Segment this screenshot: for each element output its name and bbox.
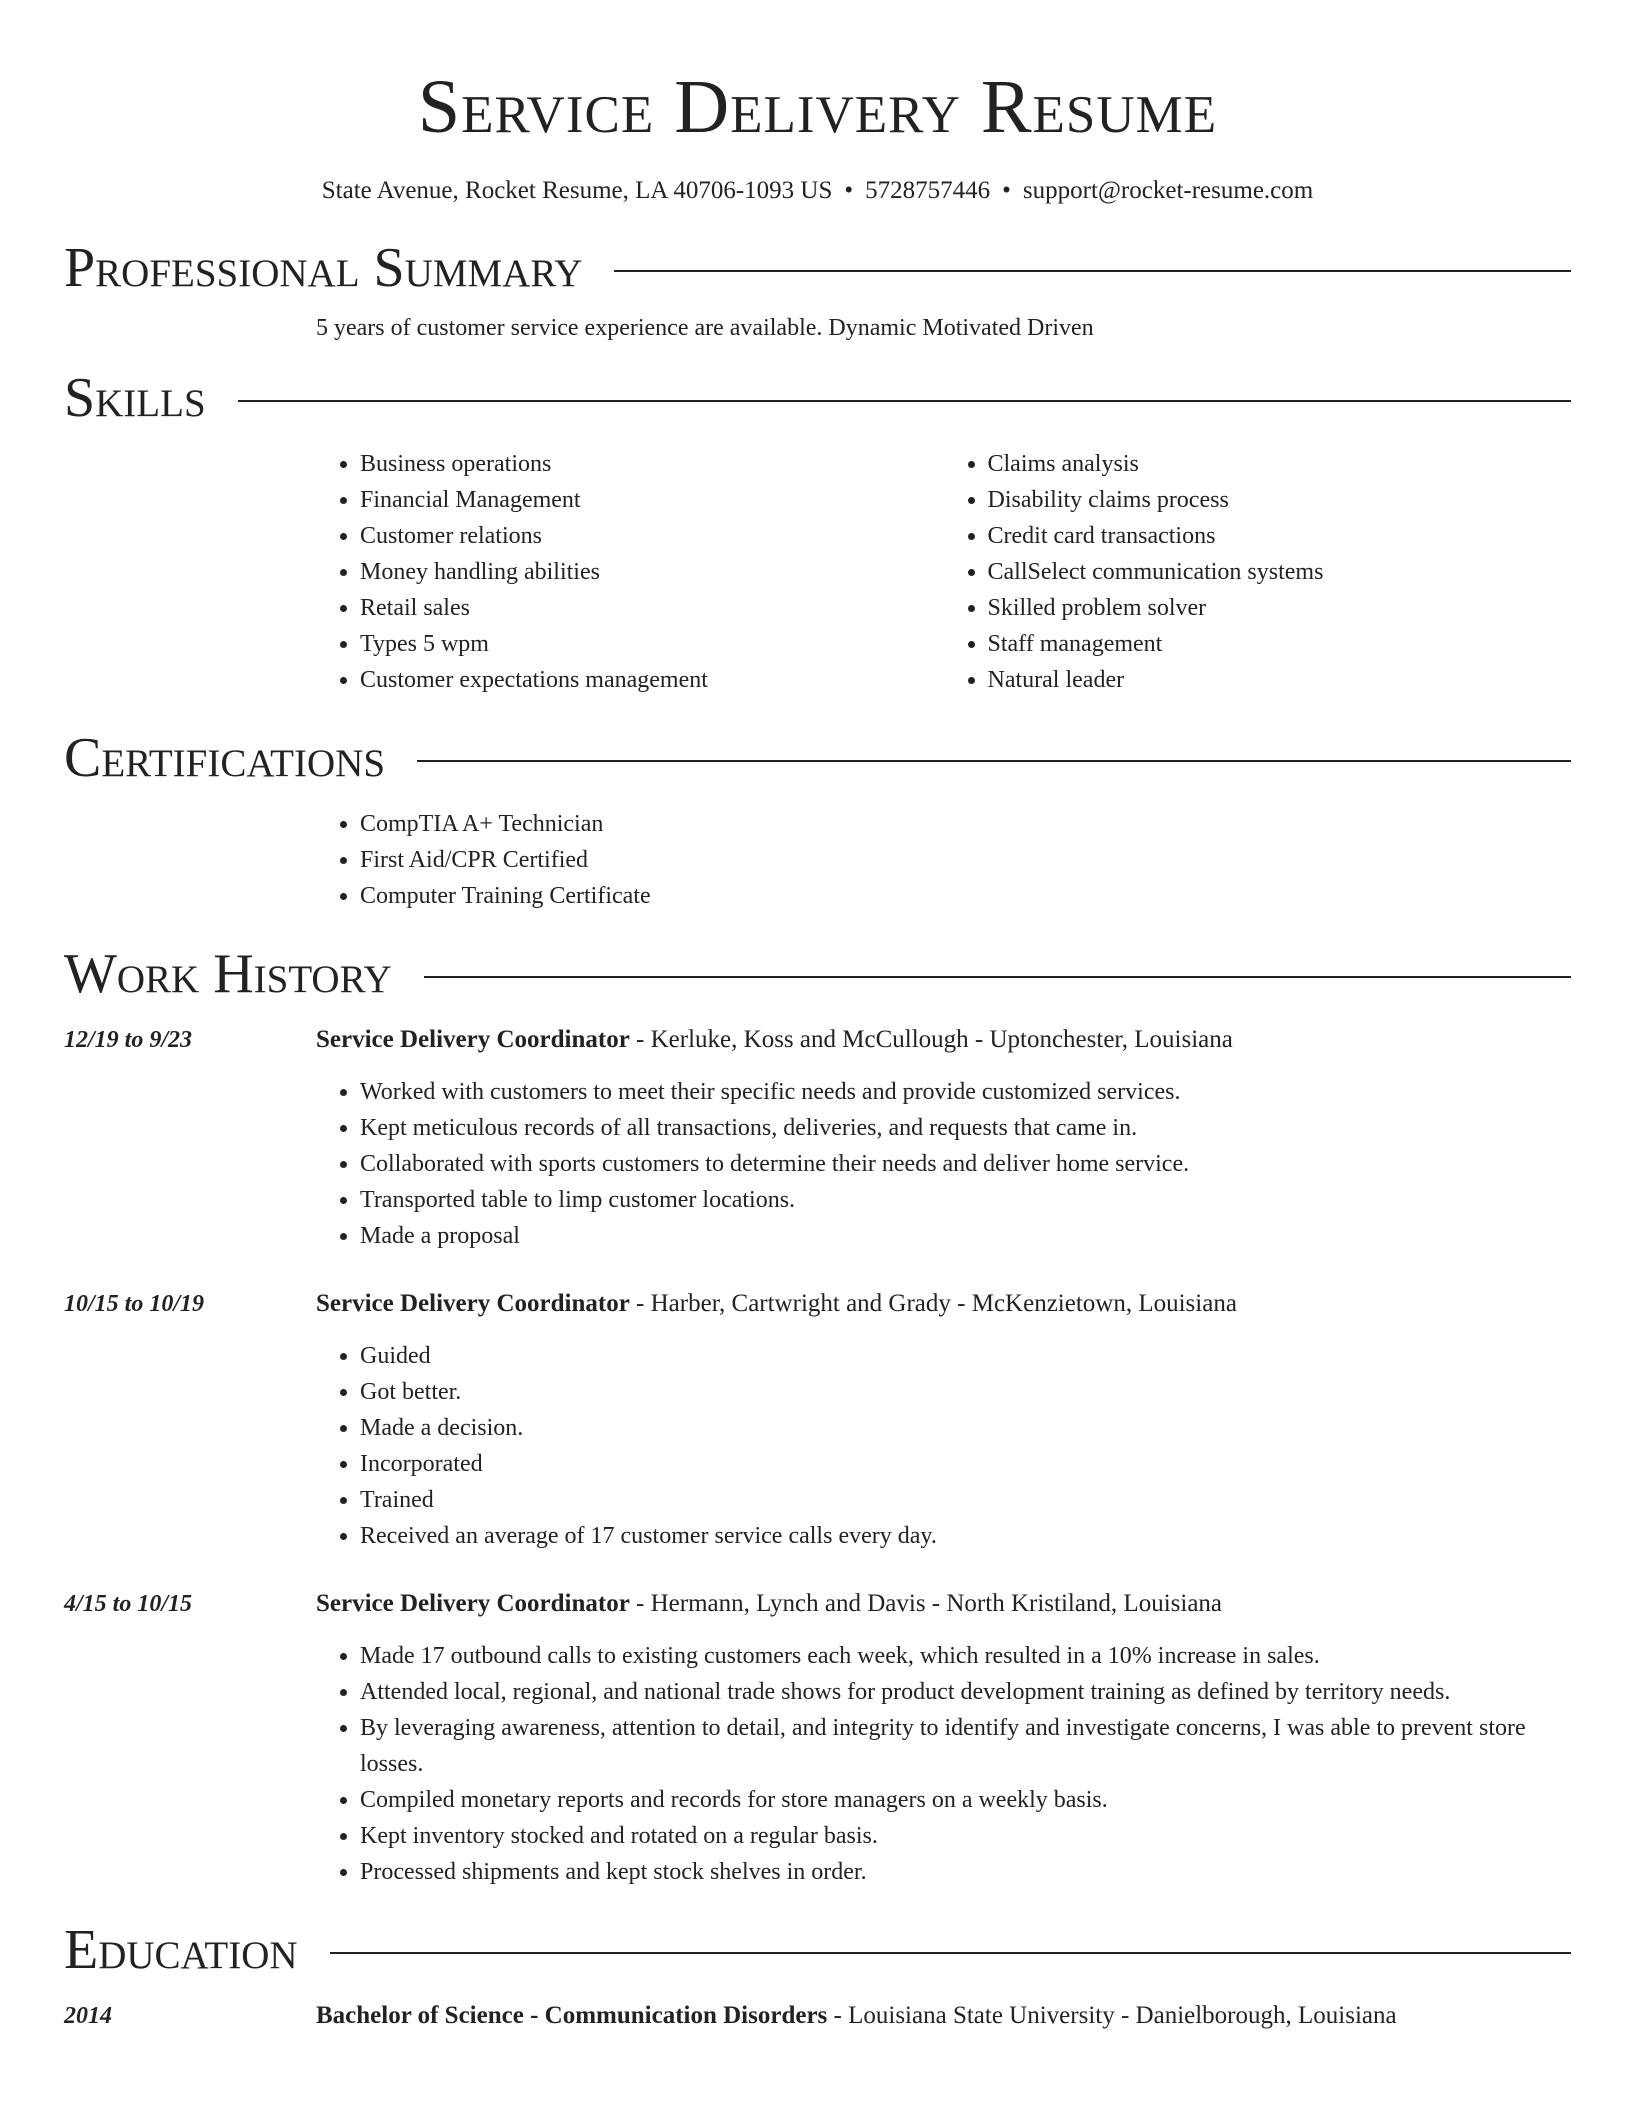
job-bullets xyxy=(316,1638,1571,1890)
list-item: • Staff management xyxy=(988,626,1572,662)
list-item: • Customer expectations management xyxy=(360,662,944,698)
job-bullets xyxy=(316,1074,1571,1254)
job-date: 4/15 to 10/15 xyxy=(64,1591,193,1617)
list-item: • Computer Training Certificate xyxy=(360,878,1571,914)
list-item: • Types 5 wpm xyxy=(360,626,944,662)
section-header-skills xyxy=(64,366,1571,430)
skills-list-right xyxy=(944,446,1572,698)
job-entry xyxy=(64,1286,1571,1554)
list-item: • Made a decision. xyxy=(360,1410,1571,1446)
list-item: • Retail sales xyxy=(360,590,944,626)
job-body xyxy=(316,1022,1571,1254)
job-body xyxy=(316,1586,1571,1890)
job-bullets xyxy=(316,1338,1571,1554)
contact-email[interactable]: support@rocket-resume.com xyxy=(1022,177,1314,204)
contact-separator: • xyxy=(1002,177,1011,204)
list-item: • Got better. xyxy=(360,1374,1571,1410)
list-item: • Incorporated xyxy=(360,1446,1571,1482)
list-item: • CallSelect communication systems xyxy=(988,554,1572,590)
job-heading xyxy=(316,1586,1571,1622)
job-body xyxy=(316,1286,1571,1554)
list-item: • CompTIA A+ Technician xyxy=(360,806,1571,842)
job-title: Service Delivery Coordinator xyxy=(316,1026,630,1053)
section-divider xyxy=(424,976,1571,978)
section-header-summary xyxy=(64,236,1571,300)
job-title: Service Delivery Coordinator xyxy=(316,1590,630,1617)
list-item: • Claims analysis xyxy=(988,446,1572,482)
education-degree: Bachelor of Science - Communication Disorders xyxy=(316,2002,828,2029)
list-item: • Worked with customers to meet their specific needs and provide customized services. xyxy=(360,1074,1571,1110)
list-item: • Business operations xyxy=(360,446,944,482)
job-details: - Hermann, Lynch and Davis - North Kristiland, Louisiana xyxy=(629,1590,1223,1617)
list-item: • First Aid/CPR Certified xyxy=(360,842,1571,878)
list-item: • Skilled problem solver xyxy=(988,590,1572,626)
list-item: • Compiled monetary reports and records for store managers on a weekly basis. xyxy=(360,1782,1571,1818)
list-item: • Attended local, regional, and national trade shows for product development training as defined by territory needs. xyxy=(360,1674,1571,1710)
job-date: 12/19 to 9/23 xyxy=(64,1027,193,1053)
list-item: • Received an average of 17 customer service calls every day. xyxy=(360,1518,1571,1554)
certifications-list xyxy=(316,806,1571,914)
section-header-education xyxy=(64,1918,1571,1982)
section-header-work-history xyxy=(64,942,1571,1006)
job-heading xyxy=(316,1286,1571,1322)
education-body xyxy=(316,1998,1571,2034)
education-details: - Louisiana State University - Danielborough, Louisiana xyxy=(827,2002,1397,2029)
contact-separator: • xyxy=(844,177,854,204)
job-date: 10/15 to 10/19 xyxy=(64,1291,205,1317)
contact-address: State Avenue, Rocket Resume, LA 40706-1093 US xyxy=(321,177,833,204)
list-item: • Guided xyxy=(360,1338,1571,1374)
education-date: 2014 xyxy=(64,2003,112,2029)
section-title: Skills xyxy=(64,367,206,429)
section-header-certifications xyxy=(64,726,1571,790)
list-item: • Kept meticulous records of all transactions, deliveries, and requests that came in. xyxy=(360,1110,1571,1146)
section-divider xyxy=(417,760,1571,762)
list-item: • Made 17 outbound calls to existing customers each week, which resulted in a 10% increase in sales. xyxy=(360,1638,1571,1674)
skills-list-left xyxy=(316,446,944,698)
section-title: Work History xyxy=(64,943,392,1005)
job-details: - Kerluke, Koss and McCullough - Uptonchester, Louisiana xyxy=(629,1026,1233,1053)
job-entry xyxy=(64,1022,1571,1254)
page-title: Service Delivery Resume xyxy=(417,65,1218,149)
list-item: • Money handling abilities xyxy=(360,554,944,590)
list-item: • Transported table to limp customer locations. xyxy=(360,1182,1571,1218)
list-item: • By leveraging awareness, attention to detail, and integrity to identify and investigate concerns, I was able to prevent store losses. xyxy=(360,1710,1571,1782)
summary-text: 5 years of customer service experience are available. Dynamic Motivated Driven xyxy=(316,315,1094,341)
education-entry xyxy=(64,1998,1571,2034)
section-title: Education xyxy=(64,1919,298,1981)
section-divider xyxy=(330,1952,1571,1954)
section-divider xyxy=(614,270,1571,272)
list-item: • Made a proposal xyxy=(360,1218,1571,1254)
section-title: Professional Summary xyxy=(64,237,583,299)
education-heading xyxy=(316,1998,1571,2034)
job-title: Service Delivery Coordinator xyxy=(316,1290,630,1317)
list-item: • Kept inventory stocked and rotated on a regular basis. xyxy=(360,1818,1571,1854)
certifications-block xyxy=(316,806,1571,914)
section-divider xyxy=(238,400,1571,402)
list-item: • Customer relations xyxy=(360,518,944,554)
job-entry xyxy=(64,1586,1571,1890)
resume-page xyxy=(64,0,1571,2034)
skills-grid xyxy=(316,446,1571,698)
list-item: • Financial Management xyxy=(360,482,944,518)
contact-line xyxy=(64,174,1571,208)
list-item: • Collaborated with sports customers to determine their needs and deliver home service. xyxy=(360,1146,1571,1182)
contact-phone: 5728757446 xyxy=(865,177,991,204)
section-title: Certifications xyxy=(64,727,386,789)
list-item: • Natural leader xyxy=(988,662,1572,698)
list-item: • Credit card transactions xyxy=(988,518,1572,554)
list-item: • Trained xyxy=(360,1482,1571,1518)
list-item: • Processed shipments and kept stock shelves in order. xyxy=(360,1854,1571,1890)
job-heading xyxy=(316,1022,1571,1058)
list-item: • Disability claims process xyxy=(988,482,1572,518)
job-details: - Harber, Cartwright and Grady - McKenzietown, Louisiana xyxy=(629,1290,1237,1317)
